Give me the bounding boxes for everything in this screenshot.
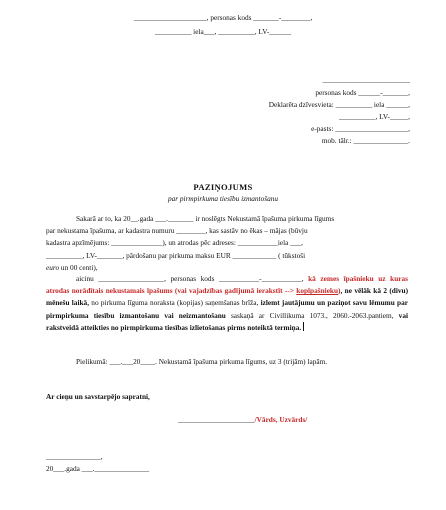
p1-line-1: Sakarā ar to, ka 20__.gada ___._______ ir noslēgts Nekustamā īpašuma pirkuma līgums [76, 214, 335, 223]
p2-start: aicinu __________________, personas kods ___________-___________, [76, 274, 309, 283]
p1-line-2: par nekustama īpašuma, ar kadastra numuru ________, kas sastāv no ēkas – mājas (būvju [46, 226, 308, 236]
p2-red-1: kā zemes īpašnieku uz kuras atrodas norādītais nekustamais īpašums [46, 274, 408, 296]
p2-bold-3: vai rakstveidā atteikties no pirmpirkuma tiesības izlietošanas pirms noteiktā termiņa. [46, 310, 408, 332]
p1-euro: euro [46, 262, 60, 272]
p2-red-2: (vai vajadzības gadījumā ierakstīt --> [172, 286, 297, 296]
recipient-phone: mob. tālr.: _______________. [321, 136, 410, 145]
footer-place: _______________, [46, 452, 103, 461]
signature-block [178, 416, 307, 423]
p2-red-3: kopīpašnieku [296, 286, 339, 296]
text-cursor [303, 322, 304, 331]
p2-mid-2: saskaņā ar Civillikuma 1073., 2060.-2063.pantiem, [225, 310, 399, 320]
sender-line-1: ____________________, personas kods _______-________, [133, 13, 313, 22]
attachment-line: Pielikumā: ___.___20____. Nekustamā īpašuma pirkuma līgums, uz 3 (trijām) lapām. [76, 357, 328, 366]
closing-line: Ar cieņu un savstarpējo sapratni, [46, 392, 150, 401]
paragraph-2 [46, 273, 408, 334]
p1-line-4: __________, LV-_______, pārdošanu par pirkuma maksu EUR ____________ ( tūkstoši [46, 250, 306, 260]
document-title: PAZIŅOJUMS [193, 182, 253, 192]
recipient-email: e-pasts: ____________________, [311, 124, 410, 133]
signature-line: _____________________ [178, 415, 255, 424]
paragraph-1 [46, 213, 408, 274]
recipient-blank: ________________________ [322, 75, 410, 84]
sender-line-2: __________ iela___, __________, LV-______ [154, 27, 292, 36]
recipient-personal-code: personas kods ______-_______, [315, 88, 410, 97]
recipient-city: __________, LV-_____, [338, 112, 410, 121]
recipient-address: Deklarēta dzīvesvieta: __________ iela ______, [268, 100, 410, 109]
p2-bold: , ne vēlāk kā 2 (divu) mēnešu laikā, [46, 286, 409, 308]
p2-bold-2: izlemt jautājumu un paziņot savu lēmumu par pirmpirkuma tiesību izmantošanu vai neizmantošanu [46, 298, 408, 320]
p2-red-4: ) [338, 286, 341, 296]
footer-date: 20___.gada ___._______________ [46, 464, 150, 473]
p1-line-3: kadastra apzīmējums: ______________), un atrodas pēc adreses: ___________iela ___, [46, 238, 303, 248]
p2-mid: no pirkuma līguma noraksta (kopijas) saņemšanas brīža, [89, 298, 261, 308]
document-subtitle: par pirmpirkuma tiesību izmantošanu [167, 194, 279, 203]
signature-label: /Vārds, Uzvārds/ [254, 415, 308, 424]
p1-line-5-rest: un 00 centi), [59, 262, 98, 272]
